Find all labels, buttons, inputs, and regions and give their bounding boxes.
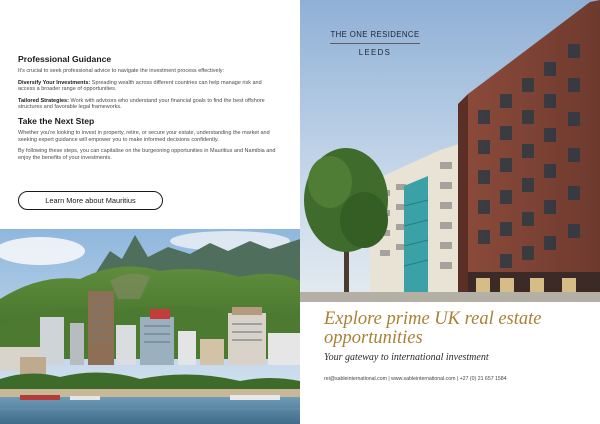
residence-brand-logo xyxy=(322,30,428,57)
page-headline: Explore prime UK real estate opportunities xyxy=(324,309,542,348)
learn-more-mauritius-button[interactable]: Learn More about Mauritius xyxy=(18,191,163,210)
brand-divider xyxy=(330,43,420,44)
info-text-block xyxy=(18,54,280,166)
guidance-item-tailored xyxy=(18,98,280,111)
item-label-tailored: Tailored Strategies: xyxy=(18,97,69,104)
item-text-diversify: Spreading wealth across different countries can help manage risk and access a broader range of opportunities. xyxy=(18,79,262,93)
brand-name: THE ONE RESIDENCE xyxy=(330,30,420,39)
next-step-paragraph-2: By following these steps, you can capitalise on the burgeoning opportunities in Mauritius and Namibia and enjoy the benefits of your investments. xyxy=(18,148,276,161)
item-label-diversify: Diversify Your Investments: xyxy=(18,79,91,86)
item-text-tailored: Work with advisors who understand your financial goals to find the best offshore structures and favorable legal frameworks. xyxy=(18,97,265,111)
page-subheadline: Your gateway to international investment xyxy=(324,352,489,363)
contact-details: rei@sableinternational.com | www.sableinternational.com | +27 (0) 21 657 1584 xyxy=(324,376,507,382)
guidance-intro: It's crucial to seek professional advice to navigate the investment process effectively: xyxy=(18,68,225,74)
next-step-paragraph-1: Whether you're looking to invest in property, retire, or secure your estate, understanding the market and seeking expert guidance will empower you to make informed decisions confidently. xyxy=(18,129,270,143)
mauritius-skyline-illustration xyxy=(0,229,300,424)
brand-city: LEEDS xyxy=(358,48,392,57)
guidance-item-diversify xyxy=(18,80,280,93)
right-page xyxy=(300,0,600,424)
mauritius-city-photo xyxy=(0,229,300,424)
heading-next-step: Take the Next Step xyxy=(18,115,95,126)
heading-professional-guidance: Professional Guidance xyxy=(18,54,112,64)
